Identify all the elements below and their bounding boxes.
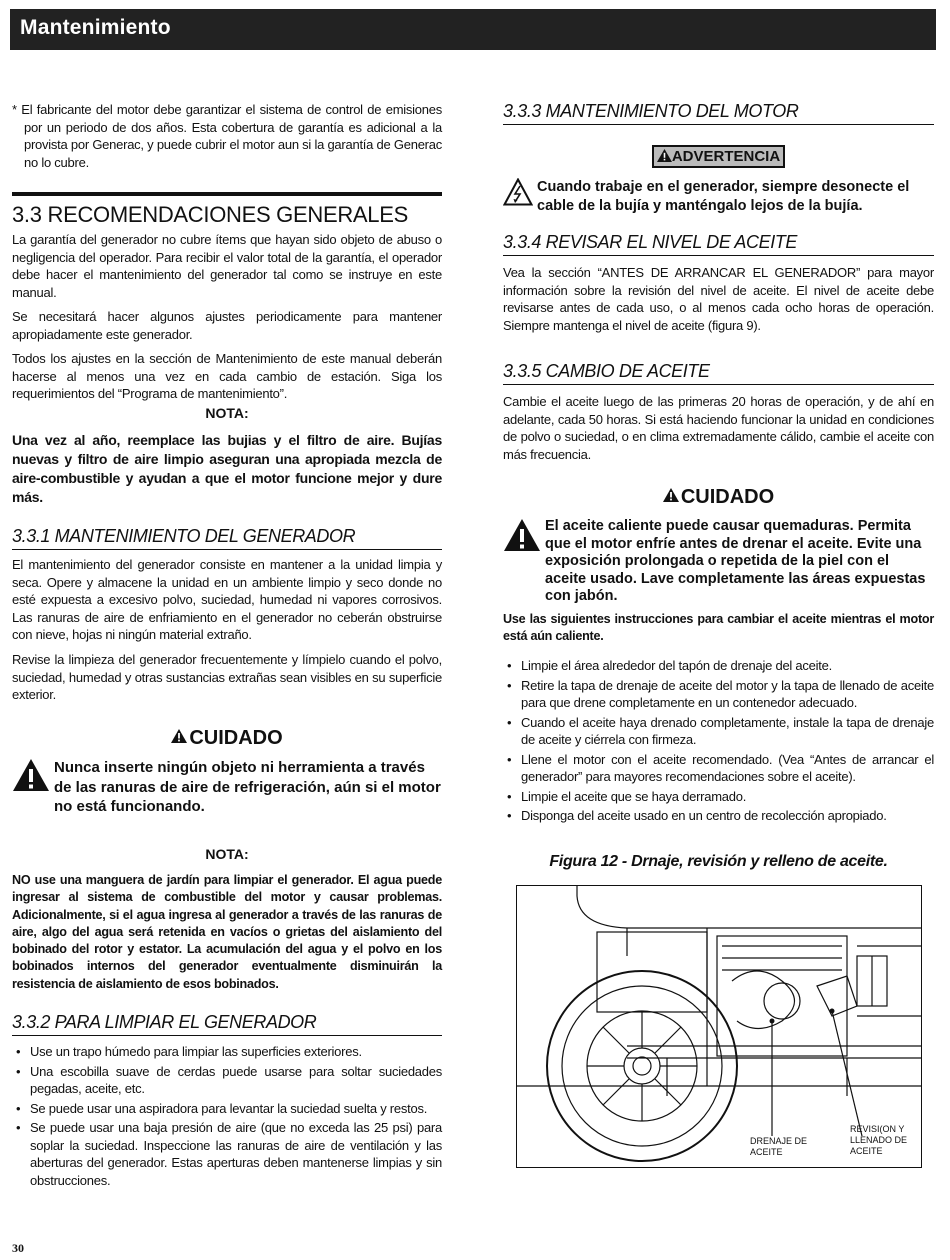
caution-small-icon — [171, 726, 187, 749]
list-item: • Limpie el aceite que se haya derramado. — [503, 788, 934, 806]
caution-1-label: CUIDADO — [189, 727, 283, 749]
caution-1-row — [12, 758, 442, 817]
oil-change-instructions: Use las siguientes instrucciones para cambiar el aceite mientras el motor está aún caliente. — [503, 612, 934, 644]
fill-label-line-1: REVISI(ON Y — [850, 1124, 905, 1134]
caution-2-text: El aceite caliente puede causar quemaduras. Permita que el motor enfríe antes de drenar el aceite. Evite una exposición prolongada o repetida de la piel con el aceite usado. Lave completamente las áreas expuestas con jabón. — [545, 518, 926, 604]
section-3-3-paragraph-2: Se necesitará hacer algunos ajustes periodicamente para mantener apropiadamente este generador. — [12, 309, 442, 342]
page-title: Mantenimiento — [20, 16, 171, 39]
caution-triangle-icon — [503, 518, 541, 557]
note-1-label: NOTA: — [205, 405, 249, 421]
warning-text: Cuando trabaje en el generador, siempre desonecte el cable de la bujía y manténgalo lejos de la bujía. — [537, 179, 910, 214]
section-3-3-5-paragraph: Cambie el aceite luego de las primeras 20 horas de operación, y de ahí en adelante, cada 50 horas. Si está haciendo funcionar la unidad en condiciones de polvo o suciedad, o en clima extremadamente cálido, cambie el aceite con más frecuencia. — [503, 394, 934, 462]
drain-label-line-1: DRENAJE DE — [750, 1136, 808, 1146]
section-3-3-heading: 3.3 RECOMENDACIONES GENERALES — [12, 192, 442, 228]
list-item: • Disponga del aceite usado en un centro de recolección apropiado. — [503, 807, 934, 825]
section-3-3-paragraph-3: Todos los ajustes en la sección de Mantenimiento de este manual deberán hacerse al menos una vez en cada cambio de estación. Siga los requerimientos del “Programa de mantenimiento”. — [12, 351, 442, 401]
figure-12-caption: Figura 12 - Drnaje, revisión y relleno de aceite. — [549, 853, 888, 870]
list-item: • Limpie el área alrededor del tapón de drenaje del aceite. — [503, 657, 934, 675]
section-3-3-1-heading: 3.3.1 MANTENIMIENTO DEL GENERADOR — [12, 525, 442, 550]
list-item: • Cuando el aceite haya drenado completamente, instale la tapa de drenaje de aceite y ciérrela con firmeza. — [503, 714, 934, 749]
caution-2-title — [503, 485, 934, 509]
cleaning-list — [12, 1043, 442, 1191]
section-3-3-1-paragraph-1: El mantenimiento del generador consiste en mantener a la unidad limpia y seca. Opere y almacene la unidad en un ambiente limpio y seco donde no esté expuesta a excesivo polvo, suciedad, humedad ni vapores corrosivos. Las ranuras de aire de enfriamiento en el generador no ceberán obstruirse con nieve, hojas ni ningún material extraño. — [12, 557, 442, 642]
list-item: • Retire la tapa de drenaje de aceite del motor y la tapa de llenado de aceite para que drene completamente en un contenedor adecuado. — [503, 677, 934, 712]
list-item: • Se puede usar una aspiradora para levantar la suciedad suelta y restos. — [12, 1100, 442, 1118]
section-3-3-2-heading: 3.3.2 PARA LIMPIAR EL GENERADOR — [12, 1011, 442, 1036]
warning-row — [503, 178, 934, 215]
fill-label-line-2: LLENADO DE — [850, 1135, 908, 1145]
section-3-3-paragraph-1: La garantía del generador no cubre ítems que hayan sido objeto de abuso o negligencia del operador. Para recibir el valor total de la garantía, el operador debe hacer el mantenimiento del generador tal como se instruye en este manual. — [12, 232, 442, 300]
caution-1-text: Nunca inserte ningún objeto ni herramienta a través de las ranuras de aire de refrigeración, aún si el motor no está funcionando. — [54, 759, 441, 815]
list-item: • Llene el motor con el aceite recomendado. (Vea “Antes de arrancar el generador” para mayores recomendaciones sobre el aceite). — [503, 751, 934, 786]
warning-label-wrap — [503, 145, 934, 168]
page-number: 30 — [12, 1241, 24, 1255]
oil-change-list — [503, 657, 934, 827]
note-2-text: NO use una manguera de jardín para limpiar el generador. El agua puede ingresar al sistema de combustible del motor y causar problemas. Adicionalmente, si el agua ingresa al generador a través de las ranuras de aire, algo del agua será retenida en vacíos o grietas del aislamiento del bobinado del rotor y estator. La acumulación del agua y el polvo en los bobinados internos del generador eventualmente disminuirán la resistencia de aislamiento de esos bobinados. — [12, 873, 442, 991]
caution-2-label: CUIDADO — [680, 486, 775, 508]
caution-2-row — [503, 518, 934, 606]
caution-1-title — [12, 726, 442, 750]
drain-label-line-2: ACEITE — [750, 1147, 783, 1157]
section-3-3-4-heading: 3.3.4 REVISAR EL NIVEL DE ACEITE — [503, 231, 934, 256]
warning-small-icon — [657, 149, 672, 162]
section-3-3-5-heading: 3.3.5 CAMBIO DE ACEITE — [503, 360, 934, 385]
header-bar — [10, 9, 936, 50]
fill-label-line-3: ACEITE — [850, 1146, 883, 1156]
list-item: • Se puede usar una baja presión de aire (que no exceda las 25 psi) para soplar la suciedad. Inspeccione las ranuras de aire de ventilación y las aberturas del generador. Estas aperturas deben mantenerse limpias y sin obstrucciones. — [12, 1119, 442, 1189]
fill-label — [850, 1124, 907, 1157]
drain-label — [750, 1136, 807, 1158]
section-3-3-4-paragraph: Vea la sección “ANTES DE ARRANCAR EL GENERADOR” para mayor información sobre la revisión del nivel de aceite. El nivel de aceite debe revisarse antes de cada uso, o al menos cada ocho horas de operación. Siempre mantenga el nivel de aceite (figura 9). — [503, 265, 934, 333]
note-2-label: NOTA: — [205, 846, 249, 862]
list-item: • Una escobilla suave de cerdas puede usarse para soltar suciedades pegadas, aceite, etc. — [12, 1063, 442, 1098]
section-3-3-1-paragraph-2: Revise la limpieza del generador frecuentemente y límpielo cuando el polvo, suciedad, humedad y otras sustancias extrañas sean visibles en su superficie exterior. — [12, 652, 442, 702]
warning-label-text: ADVERTENCIA — [671, 148, 781, 165]
list-item: • Use un trapo húmedo para limpiar las superficies exteriores. — [12, 1043, 442, 1061]
figure-12-illustration — [516, 885, 922, 1168]
caution-small-icon — [663, 485, 679, 508]
emissions-footnote: * El fabricante del motor debe garantizar el sistema de control de emisiones por un periodo de dos años. Esta cobertura de garantía es adicional a la provista por Generac, y puede cubrir el motor aun si la garantía de Generac no lo cubre. — [12, 102, 442, 170]
warning-label — [652, 145, 785, 168]
note-1-text: Una vez al año, reemplace las bujias y el filtro de aire. Bujías nuevas y filtro de aire limpio aseguran una apropiada mezcla de aire-combustible y ayudan a que el motor funcione mejor y dure más. — [12, 432, 442, 505]
section-3-3-3-heading: 3.3.3 MANTENIMIENTO DEL MOTOR — [503, 100, 934, 125]
electric-shock-icon — [503, 178, 533, 211]
caution-triangle-icon — [12, 758, 50, 797]
